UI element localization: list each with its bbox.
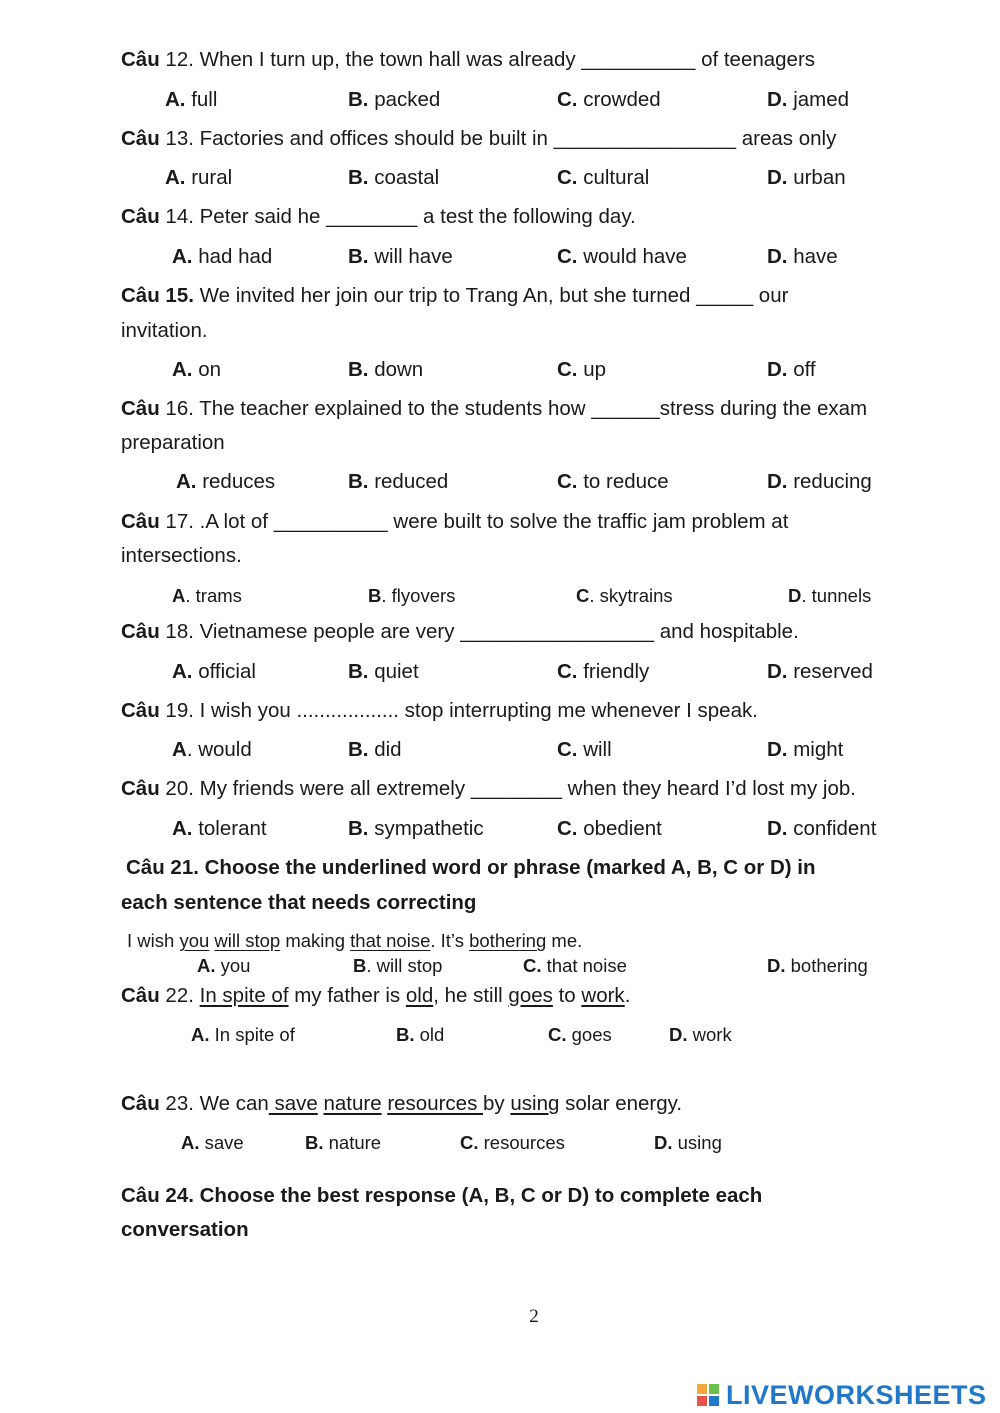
question-13: Câu 13. Factories and offices should be built in ________________ areas only bbox=[121, 127, 837, 150]
underlined-in-spite-of: In spite of bbox=[199, 984, 289, 1007]
q18-option-a[interactable]: A. official bbox=[172, 660, 256, 683]
question-21-heading: Câu 21. Choose the underlined word or phrase (marked A, B, C or D) in bbox=[126, 856, 816, 879]
q22-option-b[interactable]: B. old bbox=[396, 1024, 445, 1045]
underlined-save: save bbox=[268, 1092, 318, 1115]
question-16-continued: preparation bbox=[121, 431, 225, 454]
underlined-will-stop: will stop bbox=[214, 930, 281, 951]
underlined-work: work bbox=[581, 984, 625, 1007]
question-23: Câu 23. We can save nature resources by using solar energy. bbox=[121, 1092, 683, 1115]
question-24-heading: Câu 24. Choose the best response (A, B, C or D) to complete each bbox=[121, 1184, 763, 1207]
question-21-heading-continued: each sentence that needs correcting bbox=[121, 891, 477, 914]
liveworksheets-logo-icon bbox=[697, 1382, 723, 1408]
q16-option-b[interactable]: B. reduced bbox=[348, 470, 449, 493]
question-22: Câu 22. In spite of my father is old, he still goes to work. bbox=[121, 984, 631, 1007]
question-12: Câu 12. When I turn up, the town hall was already __________ of teenagers bbox=[121, 48, 816, 71]
q15-option-c[interactable]: C. up bbox=[557, 358, 606, 381]
q13-option-d[interactable]: D. urban bbox=[767, 166, 846, 189]
q12-option-c[interactable]: C. crowded bbox=[557, 88, 661, 111]
liveworksheets-logo bbox=[697, 1379, 987, 1411]
q14-option-d[interactable]: D. have bbox=[767, 245, 838, 268]
underlined-nature: nature bbox=[323, 1092, 382, 1115]
question-18: Câu 18. Vietnamese people are very _________________ and hospitable. bbox=[121, 620, 799, 643]
question-17: Câu 17. .A lot of __________ were built to solve the traffic jam problem at bbox=[121, 510, 789, 533]
q14-option-a[interactable]: A. had had bbox=[172, 245, 273, 268]
page-number: 2 bbox=[529, 1306, 539, 1327]
q13-option-a[interactable]: A. rural bbox=[165, 166, 233, 189]
q20-option-c[interactable]: C. obedient bbox=[557, 817, 662, 840]
question-15: Câu 15. We invited her join our trip to Trang An, but she turned _____ our bbox=[121, 284, 789, 307]
underlined-you: you bbox=[179, 930, 210, 951]
underlined-old: old bbox=[405, 984, 434, 1007]
q19-option-b[interactable]: B. did bbox=[348, 738, 402, 761]
question-16: Câu 16. The teacher explained to the students how ______stress during the exam bbox=[121, 397, 868, 420]
underlined-resources: resources bbox=[387, 1092, 484, 1115]
q21-option-d[interactable]: D. bothering bbox=[767, 955, 868, 976]
q16-option-d[interactable]: D. reducing bbox=[767, 470, 872, 493]
underlined-goes: goes bbox=[508, 984, 553, 1007]
q21-option-c[interactable]: C. that noise bbox=[523, 955, 627, 976]
q17-option-a[interactable]: A. trams bbox=[172, 585, 242, 606]
q20-option-d[interactable]: D. confident bbox=[767, 817, 877, 840]
q18-option-d[interactable]: D. reserved bbox=[767, 660, 873, 683]
q18-option-b[interactable]: B. quiet bbox=[348, 660, 419, 683]
question-21-sentence: I wish you will stop making that noise. It’s bothering me. bbox=[127, 930, 583, 951]
q17-option-d[interactable]: D. tunnels bbox=[788, 585, 872, 606]
q19-option-c[interactable]: C. will bbox=[557, 738, 612, 761]
q23-option-a[interactable]: A. save bbox=[181, 1132, 244, 1153]
q20-option-b[interactable]: B. sympathetic bbox=[348, 817, 484, 840]
q21-option-b[interactable]: B. will stop bbox=[353, 955, 443, 976]
q15-option-a[interactable]: A. on bbox=[172, 358, 221, 381]
underlined-using: using bbox=[510, 1092, 560, 1115]
q23-option-d[interactable]: D. using bbox=[654, 1132, 722, 1153]
q13-option-b[interactable]: B. coastal bbox=[348, 166, 440, 189]
q15-option-d[interactable]: D. off bbox=[767, 358, 816, 381]
question-24-heading-continued: conversation bbox=[121, 1218, 249, 1241]
q16-option-c[interactable]: C. to reduce bbox=[557, 470, 669, 493]
q19-option-d[interactable]: D. might bbox=[767, 738, 844, 761]
q12-option-b[interactable]: B. packed bbox=[348, 88, 441, 111]
q22-option-c[interactable]: C. goes bbox=[548, 1024, 612, 1045]
q22-option-d[interactable]: D. work bbox=[669, 1024, 732, 1045]
question-17-continued: intersections. bbox=[121, 544, 242, 567]
q17-option-b[interactable]: B. flyovers bbox=[368, 585, 456, 606]
q12-option-d[interactable]: D. jamed bbox=[767, 88, 850, 111]
logo-text: LIVEWORKSHEETS bbox=[726, 1379, 987, 1410]
question-14: Câu 14. Peter said he ________ a test the following day. bbox=[121, 205, 636, 228]
question-20: Câu 20. My friends were all extremely ________ when they heard I’d lost my job. bbox=[121, 777, 856, 800]
underlined-bothering: bothering bbox=[469, 930, 547, 951]
q17-option-c[interactable]: C. skytrains bbox=[576, 585, 673, 606]
q23-option-b[interactable]: B. nature bbox=[305, 1132, 382, 1153]
question-15-continued: invitation. bbox=[121, 319, 208, 342]
q16-option-a[interactable]: A. reduces bbox=[176, 470, 276, 493]
q14-option-b[interactable]: B. will have bbox=[348, 245, 453, 268]
q20-option-a[interactable]: A. tolerant bbox=[172, 817, 267, 840]
underlined-that-noise: that noise bbox=[350, 930, 431, 951]
q12-option-a[interactable]: A. full bbox=[165, 88, 218, 111]
q15-option-b[interactable]: B. down bbox=[348, 358, 424, 381]
q13-option-c[interactable]: C. cultural bbox=[557, 166, 650, 189]
question-19: Câu 19. I wish you .................. stop interrupting me whenever I speak. bbox=[121, 699, 758, 722]
q18-option-c[interactable]: C. friendly bbox=[557, 660, 650, 683]
q22-option-a[interactable]: A. In spite of bbox=[191, 1024, 295, 1045]
q21-option-a[interactable]: A. you bbox=[197, 955, 251, 976]
q14-option-c[interactable]: C. would have bbox=[557, 245, 687, 268]
q19-option-a[interactable]: A. would bbox=[172, 738, 252, 761]
q23-option-c[interactable]: C. resources bbox=[460, 1132, 565, 1153]
